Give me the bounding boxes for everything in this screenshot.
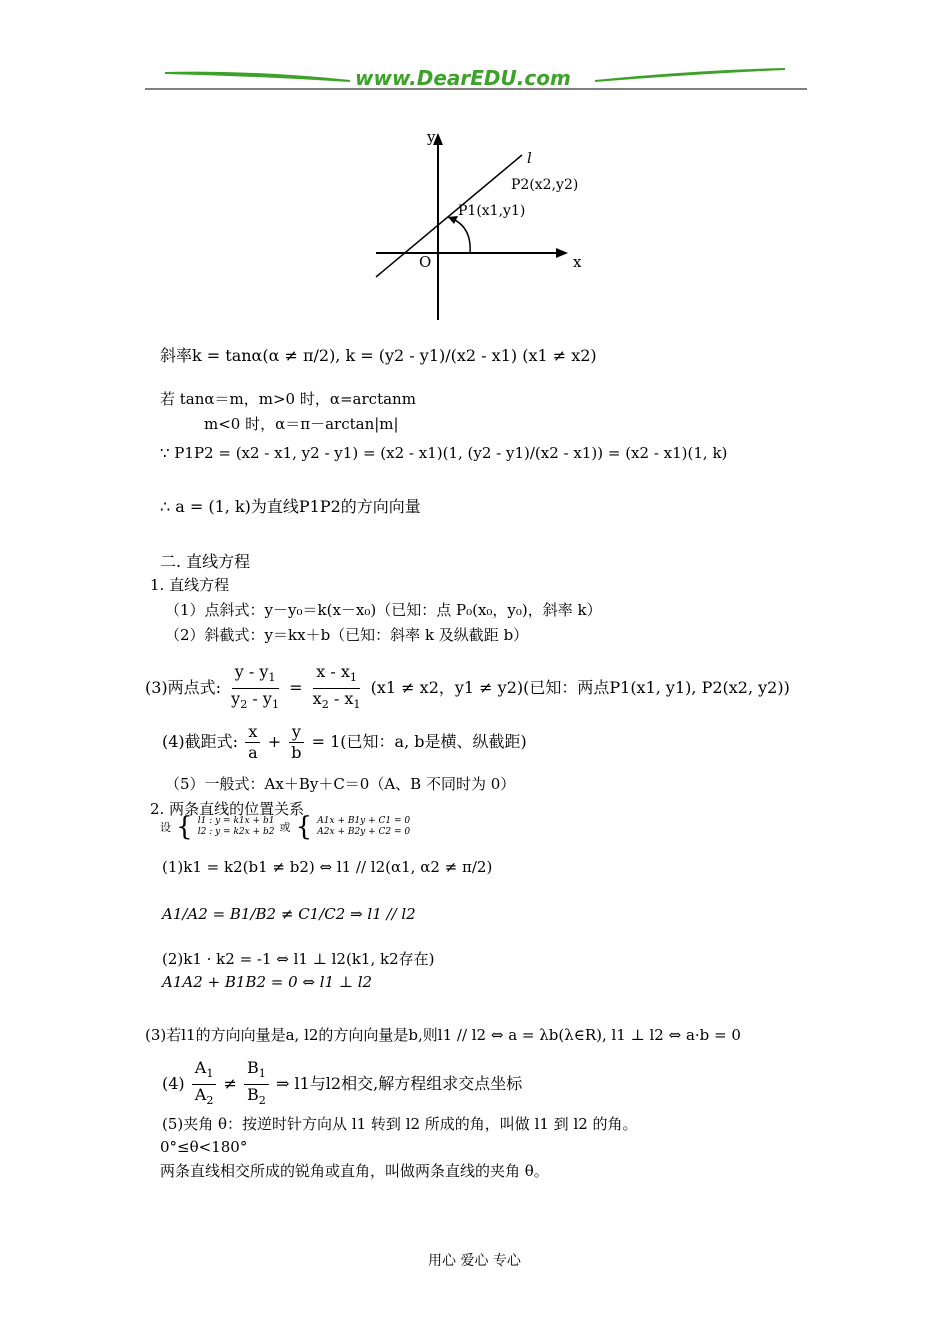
page-footer: 用心 爱心 专心 xyxy=(428,1253,521,1269)
setup-g2: A2x + B2y + C2 = 0 xyxy=(317,827,411,837)
setup-systems: 设 { l1 : y = k1x + b1 l2 : y = k2x + b2 或 { A1x + B1y + C1 = 0 A2x + B2y + C2 = 0 xyxy=(160,812,411,842)
two-point-condition: (x1 ≠ x2，y1 ≠ y2)(已知：两点P1(x1, y1), P2(x2, y2)) xyxy=(370,678,790,698)
header-logo xyxy=(145,62,807,92)
subsection-line-equations: 1. 直线方程 xyxy=(150,576,230,594)
perpendicular-general-condition: A1A2 + B1B2 = 0 ⇔ l1 ⊥ l2 xyxy=(162,973,373,991)
slope-arctan-negative: m<0 时，α＝π－arctan|m| xyxy=(204,415,399,433)
setup-l2: l2 : y = k2x + b2 xyxy=(197,827,275,837)
parallel-general-condition: A1/A2 = B1/B2 ≠ C1/C2 ⇒ l1 // l2 xyxy=(162,905,416,923)
intercept-prefix: (4)截距式: xyxy=(162,732,239,751)
two-point-form: (3)两点式: $\frac{y - y_1}{y_2 - y_1}$ = $\frac{x - x_1}{x_2 - x_1}$ (x1 ≠ x2，y1 ≠ y2)(已知：两点P1(x1, y1), P2(x2, y2)) xyxy=(145,662,790,712)
line-label: l xyxy=(527,149,532,167)
line-graph xyxy=(370,125,590,325)
slope-formula: 斜率k = tanα(α ≠ π/2), k = (y2 - y1)/(x2 - x1) (x1 ≠ x2) xyxy=(160,346,597,365)
x-axis-label: x xyxy=(573,253,582,271)
two-point-prefix: (3)两点式: xyxy=(145,678,222,698)
intersecting-condition: (4) $\frac{A_1}{A_2}$ ≠ $\frac{B_1}{B_2}$ ⇒ l1与l2相交,解方程组求交点坐标 xyxy=(162,1058,523,1108)
parallel-slope-condition: (1)k1 = k2(b1 ≠ b2) ⇔ l1 // l2(α1, α2 ≠ π/2) xyxy=(162,858,493,876)
p2-label: P2(x2,y2) xyxy=(511,177,579,193)
p1-label: P1(x1,y1) xyxy=(458,203,526,219)
setup-g1: A1x + B1y + C1 = 0 xyxy=(317,816,411,826)
angle-definition: (5)夹角 θ：按逆时针方向从 l1 转到 l2 所成的角，叫做 l1 到 l2 的角。 xyxy=(162,1115,638,1133)
direction-vector: ∴ a = (1, k)为直线P1P2的方向向量 xyxy=(160,497,421,516)
point-slope-form: （1）点斜式：y－y₀＝k(x－x₀)（已知：点 P₀(x₀，y₀)，斜率 k） xyxy=(165,601,602,619)
included-angle-definition: 两条直线相交所成的锐角或直角，叫做两条直线的夹角 θ。 xyxy=(160,1162,549,1180)
vector-derivation: ∵ P1P2 = (x2 - x1, y2 - y1) = (x2 - x1)(1, (y2 - y1)/(x2 - x1)) = (x2 - x1)(1, k) xyxy=(160,444,728,462)
origin-label: O xyxy=(419,253,432,271)
angle-range: 0°≤θ<180° xyxy=(160,1138,248,1156)
slope-intercept-form: （2）斜截式：y＝kx＋b（已知：斜率 k 及纵截距 b） xyxy=(165,626,529,644)
section-title: 二. 直线方程 xyxy=(160,552,251,571)
setup-l1: l1 : y = k1x + b1 xyxy=(197,816,275,826)
logo-text: www.DearEDU.com xyxy=(355,66,571,90)
direction-vector-relations: (3)若l1的方向向量是a, l2的方向向量是b,则l1 // l2 ⇔ a = λb(λ∈R), l1 ⊥ l2 ⇔ a·b = 0 xyxy=(145,1026,741,1044)
setup-prefix: 设 xyxy=(160,821,171,834)
intercept-suffix: = 1(已知：a, b是横、纵截距) xyxy=(311,732,527,751)
setup-or: 或 xyxy=(279,821,291,834)
general-form: （5）一般式：Ax＋By＋C＝0（A、B 不同时为 0） xyxy=(165,775,516,793)
intersecting-suffix: ⇒ l1与l2相交,解方程组求交点坐标 xyxy=(276,1074,523,1094)
y-axis-label: y xyxy=(427,128,436,146)
intercept-form: (4)截距式: $\frac{x}{a}$ + $\frac{y}{b}$ = 1(已知：a, b是横、纵截距) xyxy=(162,722,527,762)
slope-arctan-positive: 若 tanα＝m，m>0 时，α=arctanm xyxy=(160,390,416,408)
perpendicular-slope-condition: (2)k1 · k2 = -1 ⇔ l1 ⊥ l2(k1, k2存在) xyxy=(162,950,435,968)
subsection-positions: 2. 两条直线的位置关系 xyxy=(150,800,305,818)
